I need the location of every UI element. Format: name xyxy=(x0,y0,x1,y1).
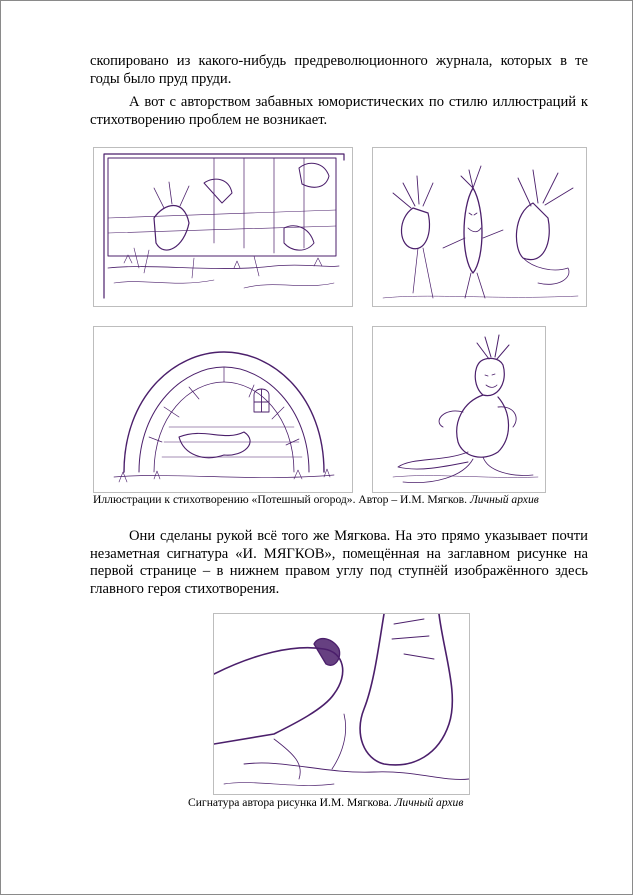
illustration-brick-arch xyxy=(93,326,353,493)
caption-source: Личный архив xyxy=(394,796,464,809)
illustration-garden-fence xyxy=(93,147,353,307)
caption-source: Личный архив xyxy=(469,493,539,506)
caption-text: Сигнатура автора рисунка И.М. Мягкова. xyxy=(188,796,392,809)
caption-text: Иллюстрации к стихотворению «Потешный огород». Автор – И.М. Мягков. xyxy=(93,493,468,506)
paragraph-authorship: А вот с авторством забавных юмористических по стилю иллюстраций к стихотворению проблем не возникает. xyxy=(90,94,588,128)
illustration-signature-closeup xyxy=(213,613,470,795)
paragraph-continuation: скопировано из какого-нибудь предреволюционного журнала, которых в те годы было пруд пруди. xyxy=(90,53,588,87)
signature-caption xyxy=(188,796,463,810)
illustration-three-vegetables xyxy=(372,147,587,307)
illustrations-caption xyxy=(93,493,539,507)
paragraph-signature: Они сделаны рукой всё того же Мягкова. На это прямо указывает почти незаметная сигнатура «И. МЯГКОВ», помещённая на заглавном рисунке на первой странице – в нижнем правом углу под ступнёй изображённого здесь главного героя стихотворения. xyxy=(90,528,588,597)
illustration-sitting-vegetable xyxy=(372,326,546,493)
